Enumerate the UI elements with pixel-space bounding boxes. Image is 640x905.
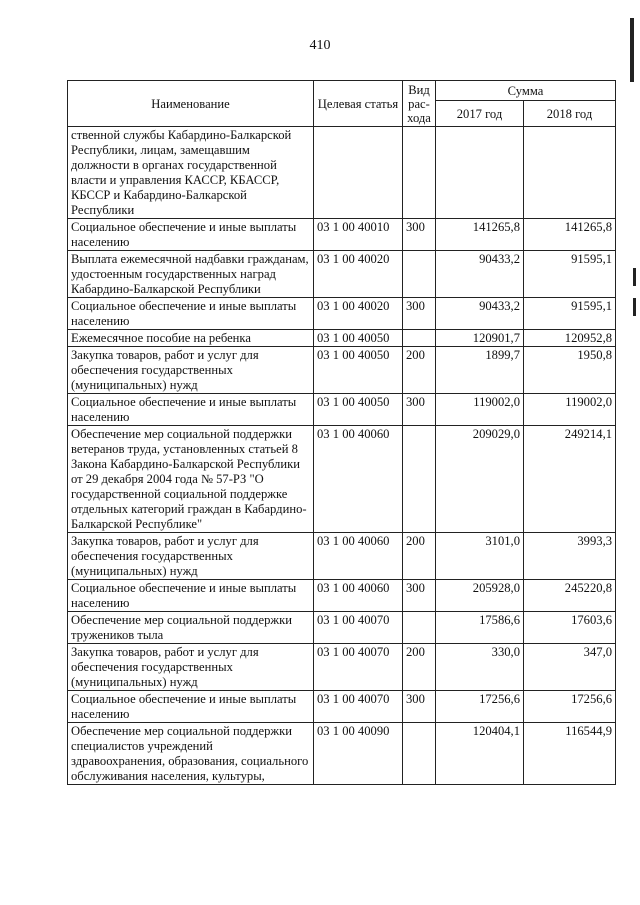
row-name: Закупка товаров, работ и услуг для обеспечения государственных (муниципальных) нужд [68,533,314,580]
table-row [68,127,616,219]
row-sum-2017: 17256,6 [436,691,524,723]
row-name: Социальное обеспечение и иные выплаты населению [68,394,314,426]
row-target-article: 03 1 00 40070 [314,691,403,723]
row-name: Обеспечение мер социальной поддержки тружеников тыла [68,612,314,644]
row-expense-type: 300 [403,394,436,426]
row-name: Закупка товаров, работ и услуг для обеспечения государственных (муниципальных) нужд [68,644,314,691]
row-name: ственной службы Кабардино-Балкарской Республики, лицам, замещавшим должности в органах государственной власти и управления КАССР, КБАССР, КБССР и Кабардино-Балкарской Республики [68,127,314,219]
header-expense-type: Вид рас-хода [403,81,436,127]
row-sum-2018: 91595,1 [524,298,616,330]
header-year-2017: 2017 год [436,101,524,127]
header-year-2018: 2018 год [524,101,616,127]
budget-table [67,80,616,785]
table-row [68,533,616,580]
table-row [68,644,616,691]
row-sum-2018: 3993,3 [524,533,616,580]
row-name: Социальное обеспечение и иные выплаты населению [68,691,314,723]
row-target-article: 03 1 00 40070 [314,644,403,691]
row-expense-type [403,723,436,785]
row-sum-2018: 17603,6 [524,612,616,644]
row-expense-type: 200 [403,644,436,691]
page-number: 410 [309,38,331,53]
row-sum-2018: 1950,8 [524,347,616,394]
table-row [68,347,616,394]
row-expense-type [403,330,436,347]
row-sum-2018: 245220,8 [524,580,616,612]
row-name: Закупка товаров, работ и услуг для обеспечения государственных (муниципальных) нужд [68,347,314,394]
row-sum-2017: 330,0 [436,644,524,691]
row-expense-type: 300 [403,580,436,612]
row-name: Социальное обеспечение и иные выплаты населению [68,219,314,251]
row-target-article: 03 1 00 40010 [314,219,403,251]
row-name: Обеспечение мер социальной поддержки специалистов учреждений здравоохранения, образования, социального обслуживания населения, культуры, [68,723,314,785]
row-target-article: 03 1 00 40020 [314,251,403,298]
row-target-article: 03 1 00 40050 [314,394,403,426]
row-sum-2017: 90433,2 [436,251,524,298]
row-target-article: 03 1 00 40050 [314,330,403,347]
row-sum-2017: 90433,2 [436,298,524,330]
table-row [68,426,616,533]
row-expense-type: 200 [403,347,436,394]
table-row [68,219,616,251]
table-row [68,723,616,785]
table-row [68,394,616,426]
row-name: Выплата ежемесячной надбавки гражданам, удостоенным государственных наград Кабардино-Балкарской Республики [68,251,314,298]
row-target-article: 03 1 00 40090 [314,723,403,785]
row-sum-2017: 1899,7 [436,347,524,394]
row-sum-2017: 17586,6 [436,612,524,644]
table-row [68,580,616,612]
row-name: Обеспечение мер социальной поддержки ветеранов труда, установленных статьей 8 Закона Кабардино-Балкарской Республики от 29 декабря 2004 года № 57-РЗ "О государственной социальной поддержке отдельных категорий граждан в Кабардино-Балкарской Республике" [68,426,314,533]
row-sum-2017: 205928,0 [436,580,524,612]
scan-edge-mark [633,268,636,286]
table-row [68,298,616,330]
row-sum-2018 [524,127,616,219]
scan-edge-mark [633,298,636,316]
table-row [68,330,616,347]
row-sum-2017: 141265,8 [436,219,524,251]
row-sum-2017: 120901,7 [436,330,524,347]
row-sum-2018: 119002,0 [524,394,616,426]
header-sum: Сумма [436,81,616,101]
row-name: Социальное обеспечение и иные выплаты населению [68,298,314,330]
row-name: Ежемесячное пособие на ребенка [68,330,314,347]
row-name: Социальное обеспечение и иные выплаты населению [68,580,314,612]
row-target-article [314,127,403,219]
row-sum-2018: 347,0 [524,644,616,691]
row-expense-type [403,612,436,644]
header-target-article: Целевая статья [314,81,403,127]
table-row [68,691,616,723]
row-expense-type: 300 [403,298,436,330]
row-target-article: 03 1 00 40050 [314,347,403,394]
row-sum-2018: 91595,1 [524,251,616,298]
table-row [68,251,616,298]
row-target-article: 03 1 00 40060 [314,426,403,533]
row-sum-2018: 120952,8 [524,330,616,347]
row-sum-2017 [436,127,524,219]
row-target-article: 03 1 00 40060 [314,580,403,612]
header-name: Наименование [68,81,314,127]
row-expense-type: 200 [403,533,436,580]
row-expense-type: 300 [403,219,436,251]
row-sum-2017: 3101,0 [436,533,524,580]
row-sum-2018: 116544,9 [524,723,616,785]
row-expense-type [403,127,436,219]
row-target-article: 03 1 00 40060 [314,533,403,580]
row-expense-type [403,426,436,533]
row-sum-2018: 141265,8 [524,219,616,251]
row-sum-2017: 209029,0 [436,426,524,533]
row-target-article: 03 1 00 40070 [314,612,403,644]
table-row [68,612,616,644]
row-sum-2017: 120404,1 [436,723,524,785]
row-sum-2018: 249214,1 [524,426,616,533]
row-expense-type [403,251,436,298]
row-sum-2017: 119002,0 [436,394,524,426]
scan-edge-mark [630,18,634,82]
row-expense-type: 300 [403,691,436,723]
row-target-article: 03 1 00 40020 [314,298,403,330]
row-sum-2018: 17256,6 [524,691,616,723]
